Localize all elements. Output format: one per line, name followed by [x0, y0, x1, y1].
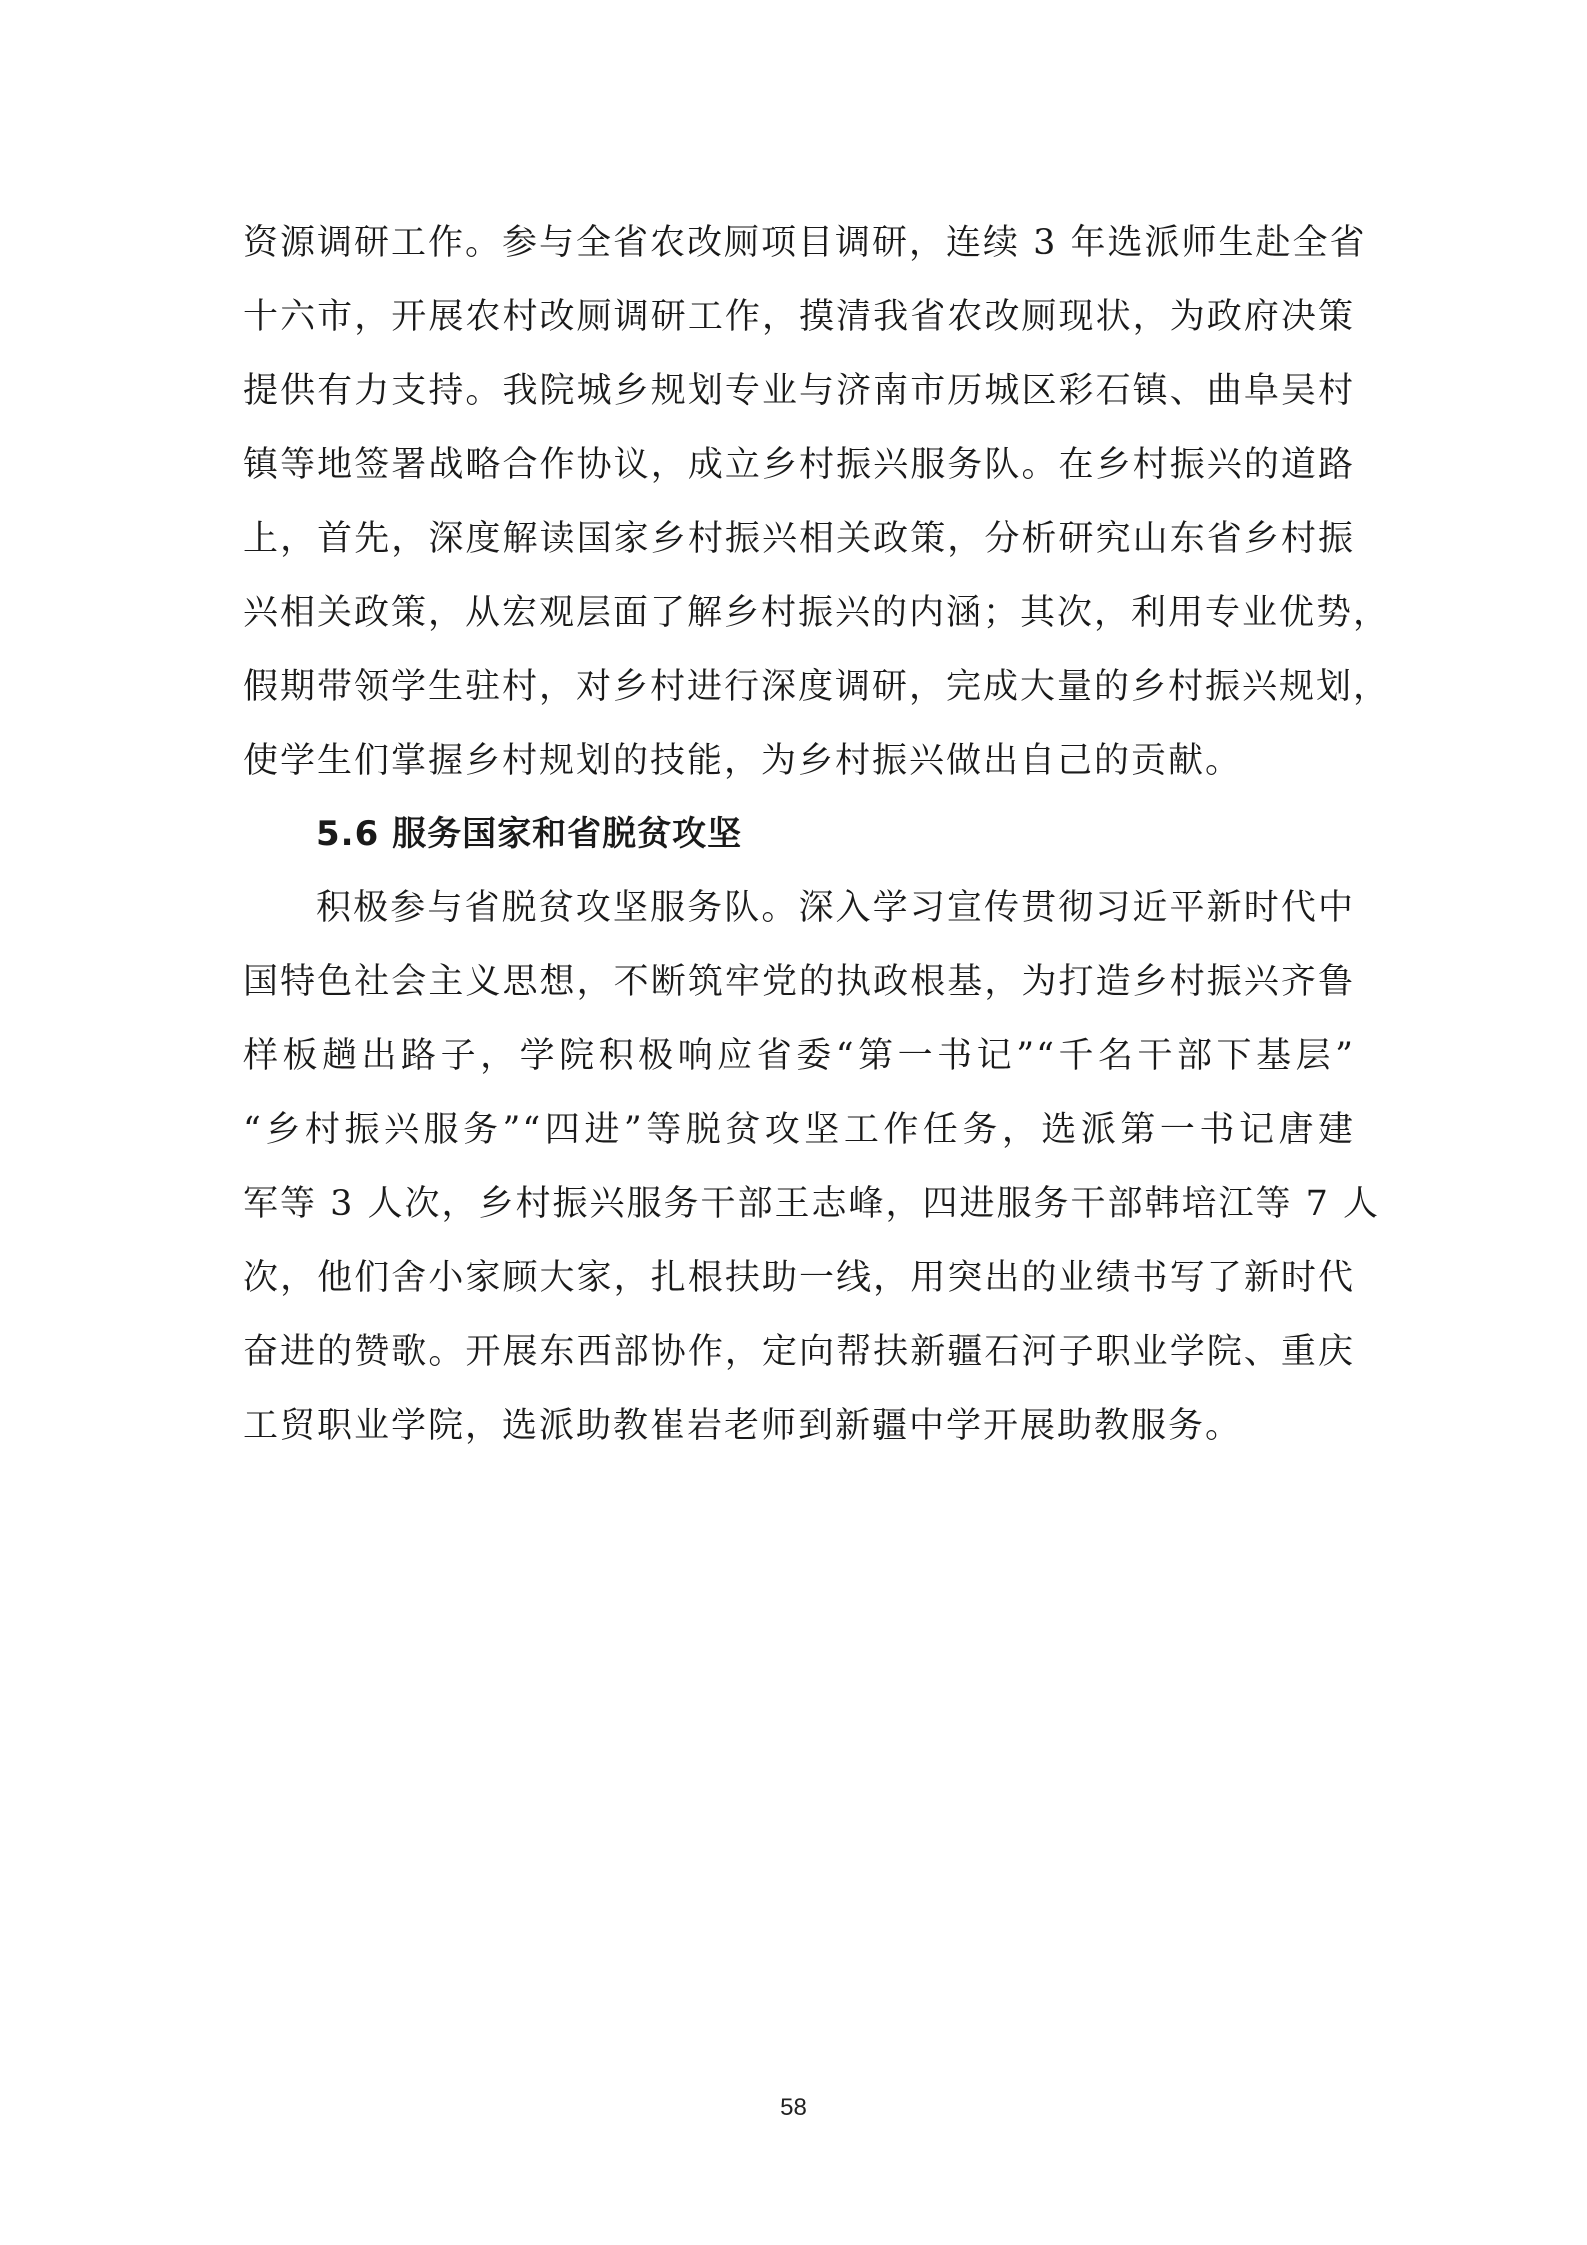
- paragraph-line: 工贸职业学院，选派助教崔岩老师到新疆中学开展助教服务。: [243, 1406, 1243, 1446]
- paragraph-line: 提供有力支持。我院城乡规划专业与济南市历城区彩石镇、曲阜吴村: [243, 371, 1355, 411]
- paragraph-line: 镇等地签署战略合作协议，成立乡村振兴服务队。在乡村振兴的道路: [243, 445, 1355, 485]
- paragraph-line: 上，首先，深度解读国家乡村振兴相关政策，分析研究山东省乡村振: [243, 519, 1355, 559]
- section-heading: 5.6 服务国家和省脱贫攻坚: [316, 814, 743, 854]
- paragraph-line: 军等 3 人次，乡村振兴服务干部王志峰，四进服务干部韩培江等 7 人: [243, 1184, 1381, 1224]
- paragraph-line: 积极参与省脱贫攻坚服务队。深入学习宣传贯彻习近平新时代中: [316, 888, 1355, 928]
- paragraph-line: 假期带领学生驻村，对乡村进行深度调研，完成大量的乡村振兴规划，: [243, 667, 1391, 707]
- paragraph-line: 兴相关政策，从宏观层面了解乡村振兴的内涵；其次，利用专业优势，: [243, 593, 1391, 633]
- page-number: 58: [780, 2094, 807, 2121]
- paragraph-line: “乡村振兴服务”“四进”等脱贫攻坚工作任务，选派第一书记唐建: [243, 1110, 1355, 1150]
- paragraph-line: 样板趟出路子，学院积极响应省委“第一书记”“千名干部下基层”: [243, 1036, 1355, 1076]
- paragraph-line: 十六市，开展农村改厕调研工作，摸清我省农改厕现状，为政府决策: [243, 297, 1355, 337]
- paragraph-line: 使学生们掌握乡村规划的技能，为乡村振兴做出自己的贡献。: [243, 741, 1243, 781]
- paragraph-line: 国特色社会主义思想，不断筑牢党的执政根基，为打造乡村振兴齐鲁: [243, 962, 1355, 1002]
- paragraph-line: 奋进的赞歌。开展东西部协作，定向帮扶新疆石河子职业学院、重庆: [243, 1332, 1355, 1372]
- paragraph-line: 次，他们舍小家顾大家，扎根扶助一线，用突出的业绩书写了新时代: [243, 1258, 1355, 1298]
- paragraph-line: 资源调研工作。参与全省农改厕项目调研，连续 3 年选派师生赴全省: [243, 223, 1367, 263]
